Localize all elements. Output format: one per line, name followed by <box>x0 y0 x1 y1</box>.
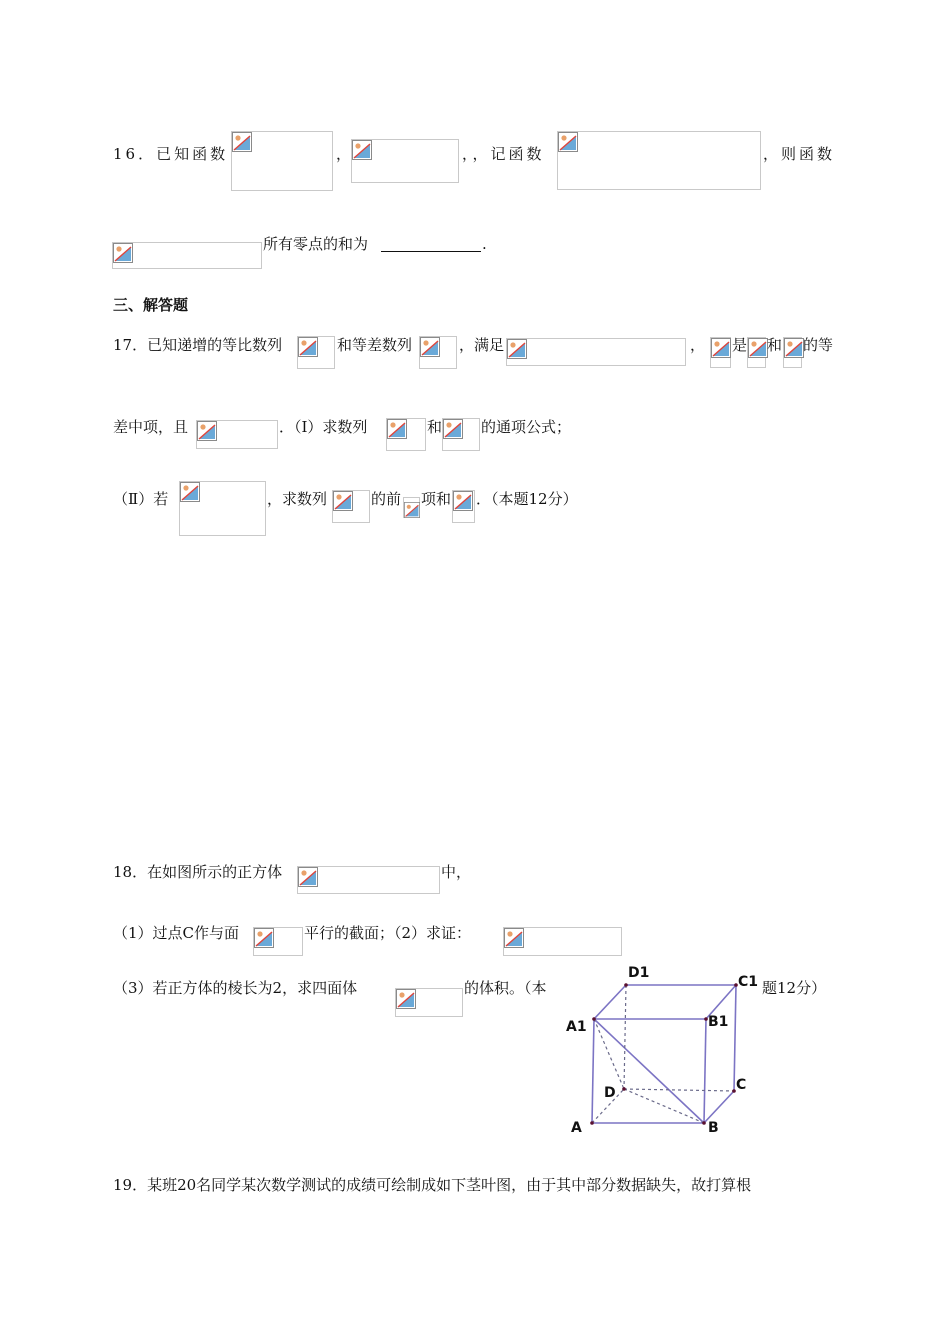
broken-image-icon <box>711 338 731 358</box>
formula-image <box>297 866 440 894</box>
vertex-label: C <box>736 1077 747 1093</box>
broken-image-icon <box>420 337 440 357</box>
broken-image-icon <box>298 867 318 887</box>
broken-image-icon <box>387 419 407 439</box>
hidden-edge <box>594 1019 624 1089</box>
q17-text: 差中项，且 <box>113 418 189 436</box>
q16-middle: ，，记函数 <box>462 145 545 163</box>
formula-image <box>253 927 303 956</box>
q18-text: （1）过点C作与面 <box>113 924 240 942</box>
vertex-label: B <box>708 1120 719 1136</box>
q17-text: 17．已知递增的等比数列 <box>113 336 283 354</box>
q18-text: 中， <box>441 863 472 881</box>
hidden-edge <box>624 1089 704 1123</box>
q18-text: 平行的截面；（2）求证： <box>304 924 472 942</box>
broken-image-icon <box>748 338 768 358</box>
q17-text: 的等 <box>803 336 834 354</box>
formula-image <box>783 337 802 368</box>
formula-image <box>403 497 420 518</box>
broken-image-icon <box>197 421 217 441</box>
cube-edge <box>594 985 626 1019</box>
hidden-edge <box>624 985 626 1089</box>
q18-text: （3）若正方体的棱长为2，求四面体 <box>113 979 358 997</box>
formula-image <box>231 131 333 191</box>
broken-image-icon <box>333 491 353 511</box>
q17-text: ．（Ⅰ）求数列 <box>279 418 368 436</box>
q18-text: 的体积。（本 <box>464 979 547 997</box>
cube-edge <box>734 985 736 1091</box>
question-19: 19．某班20名同学某次数学测试的成绩可绘制成如下茎叶图，由于其中部分数据缺失，故打算根 <box>113 1176 752 1194</box>
q16-comma: ， <box>336 145 352 163</box>
formula-image <box>557 131 761 190</box>
q16-line2: 所有零点的和为 <box>263 235 369 253</box>
formula-image <box>386 418 426 451</box>
q17-text: ，满足 <box>459 336 505 354</box>
diagonal-a1-b <box>594 1019 704 1123</box>
q16-prefix: 16．已知函数 <box>113 145 229 163</box>
vertex-label: A1 <box>566 1019 587 1035</box>
q17-text: （Ⅱ）若 <box>113 490 169 508</box>
formula-image <box>179 481 266 536</box>
q17-text: 和等差数列 <box>337 336 413 354</box>
vertex-label: B1 <box>708 1014 729 1030</box>
broken-image-icon <box>298 337 318 357</box>
formula-image <box>506 338 686 366</box>
q17-text: 和 <box>427 418 443 436</box>
vertex-label: C1 <box>738 974 759 990</box>
cube-figure <box>560 955 760 1140</box>
q17-text: ， <box>690 336 706 354</box>
broken-image-icon <box>352 140 372 160</box>
formula-image <box>503 927 622 956</box>
broken-image-icon <box>232 132 252 152</box>
vertex-label: A <box>571 1120 582 1136</box>
formula-image <box>332 490 370 523</box>
broken-image-icon <box>558 132 578 152</box>
q17-text: 是 <box>732 336 748 354</box>
broken-image-icon <box>396 989 416 1009</box>
cube-edge <box>704 1091 734 1123</box>
section-title: 三、解答题 <box>113 296 189 314</box>
cube-edge <box>704 1019 706 1123</box>
broken-image-icon <box>453 491 473 511</box>
broken-image-icon <box>784 338 804 358</box>
broken-image-icon <box>443 419 463 439</box>
formula-image <box>196 420 278 449</box>
q18-text: 18．在如图所示的正方体 <box>113 863 283 881</box>
q17-text: ．（本题12分） <box>476 490 578 508</box>
q16-period: . <box>482 235 487 253</box>
formula-image <box>710 337 731 368</box>
vertex-label: D1 <box>628 965 650 981</box>
formula-image <box>452 490 475 523</box>
formula-image <box>395 988 463 1017</box>
broken-image-icon <box>180 482 200 502</box>
hidden-edge <box>624 1089 734 1091</box>
q16-suffix: ，则函数 <box>763 145 836 163</box>
q17-text: 的前 <box>371 490 402 508</box>
broken-image-icon <box>504 928 524 948</box>
answer-blank <box>381 251 481 252</box>
vertex-label: D <box>604 1085 616 1101</box>
q17-text: 项和 <box>421 490 452 508</box>
formula-image <box>442 418 480 451</box>
formula-image <box>112 242 262 269</box>
q18-text: 题12分） <box>762 979 827 997</box>
formula-image <box>747 337 766 368</box>
q17-text: ，求数列 <box>267 490 328 508</box>
cube-edge <box>592 1019 594 1123</box>
broken-image-icon <box>404 502 420 518</box>
broken-image-icon <box>113 243 133 263</box>
broken-image-icon <box>254 928 274 948</box>
q17-text: 的通项公式； <box>481 418 572 436</box>
formula-image <box>297 336 335 369</box>
formula-image <box>419 336 457 369</box>
formula-image <box>351 139 459 183</box>
q17-text: 和 <box>767 336 783 354</box>
broken-image-icon <box>507 339 527 359</box>
